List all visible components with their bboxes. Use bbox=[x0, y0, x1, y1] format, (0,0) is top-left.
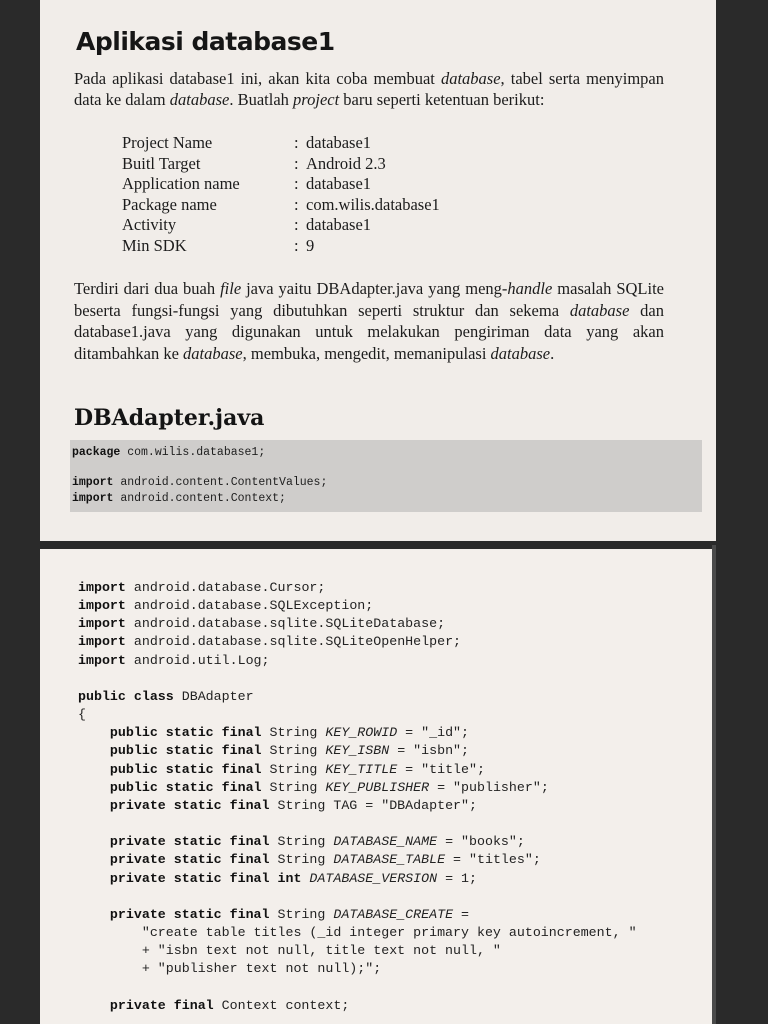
text-run bbox=[78, 798, 110, 813]
text-run: . bbox=[550, 343, 555, 363]
emphasis-text: database bbox=[490, 343, 551, 363]
text-run: = "books"; bbox=[437, 834, 525, 850]
code-keyword: public static final bbox=[109, 761, 262, 777]
setting-separator: : bbox=[294, 153, 299, 173]
text-run: = "isbn"; bbox=[389, 743, 470, 759]
text-run: = "title"; bbox=[397, 761, 485, 777]
text-run: android.database.sqlite.SQLiteDatabase; bbox=[125, 616, 446, 632]
code-line bbox=[78, 580, 325, 595]
code-keyword: import bbox=[78, 580, 126, 595]
code-keyword: import bbox=[78, 598, 126, 614]
text-run: android.content.ContentValues; bbox=[113, 476, 328, 490]
setting-separator: : bbox=[294, 174, 299, 194]
setting-row bbox=[122, 174, 542, 195]
emphasis-text: database bbox=[440, 69, 501, 88]
code-line bbox=[78, 743, 469, 758]
code-line bbox=[78, 998, 349, 1013]
code-line bbox=[78, 707, 86, 722]
emphasis-text: KEY_ISBN bbox=[325, 743, 390, 759]
text-run: String bbox=[261, 779, 326, 795]
code-listing-continued bbox=[78, 579, 637, 1015]
code-line bbox=[78, 798, 477, 813]
code-keyword: private static final bbox=[109, 834, 270, 850]
code-keyword: private final bbox=[109, 997, 214, 1013]
text-run bbox=[78, 743, 110, 758]
code-line bbox=[78, 653, 270, 668]
text-run: Context context; bbox=[213, 997, 350, 1013]
text-run: = bbox=[453, 906, 470, 922]
setting-value: com.wilis.database1 bbox=[306, 194, 440, 214]
setting-value: Android 2.3 bbox=[306, 153, 386, 173]
text-run: android.database.SQLException; bbox=[125, 598, 374, 614]
text-run: android.database.Cursor; bbox=[125, 580, 326, 595]
emphasis-text: project bbox=[293, 90, 340, 109]
setting-label: Activity bbox=[122, 215, 177, 235]
text-run: String bbox=[261, 743, 326, 759]
setting-value: database1 bbox=[306, 174, 372, 194]
setting-separator: : bbox=[294, 215, 299, 235]
emphasis-text: KEY_ROWID bbox=[325, 725, 398, 741]
code-keyword: private static final bbox=[109, 797, 270, 813]
setting-separator: : bbox=[294, 235, 299, 255]
setting-label: Application name bbox=[122, 174, 240, 194]
code-line bbox=[78, 689, 254, 704]
setting-value: database1 bbox=[306, 133, 372, 152]
text-run: String TAG = "DBAdapter"; bbox=[269, 797, 477, 813]
setting-separator: : bbox=[294, 194, 299, 214]
setting-value: 9 bbox=[306, 235, 315, 255]
text-run: + "publisher text not null);"; bbox=[78, 961, 382, 977]
code-line bbox=[78, 852, 541, 867]
code-line bbox=[72, 446, 265, 459]
code-line bbox=[78, 616, 445, 631]
code-line bbox=[72, 492, 286, 505]
setting-label: Package name bbox=[122, 194, 217, 214]
setting-row bbox=[122, 154, 542, 175]
code-line bbox=[78, 725, 469, 740]
setting-row bbox=[122, 215, 542, 236]
section-title: DBAdapter.java bbox=[74, 405, 265, 431]
code-line bbox=[78, 961, 381, 976]
text-run: = 1; bbox=[437, 870, 477, 886]
text-run: = "publisher"; bbox=[429, 779, 549, 795]
text-run: String bbox=[269, 852, 334, 868]
text-run: String bbox=[261, 761, 326, 777]
setting-label: Project Name bbox=[122, 133, 213, 152]
emphasis-text: DATABASE_NAME bbox=[333, 834, 438, 850]
text-run bbox=[78, 762, 110, 777]
text-run bbox=[78, 871, 110, 886]
code-keyword: import bbox=[78, 634, 126, 650]
text-run: dan database1.java yang digunakan untuk melakukan pengiriman data yang akan ditambahkan ke bbox=[74, 300, 665, 363]
text-run: { bbox=[78, 707, 86, 723]
book-page-top bbox=[40, 0, 716, 541]
code-keyword: public static final bbox=[109, 725, 262, 741]
emphasis-text: DATABASE_CREATE bbox=[333, 906, 454, 922]
code-line bbox=[78, 907, 469, 922]
page-edge bbox=[712, 545, 716, 1024]
text-run bbox=[78, 725, 110, 740]
text-run: com.wilis.database1; bbox=[120, 446, 266, 459]
text-run: baru seperti ketentuan berikut: bbox=[339, 90, 545, 109]
text-run: android.database.sqlite.SQLiteOpenHelper; bbox=[125, 634, 462, 650]
code-line bbox=[78, 762, 485, 777]
code-keyword: private static final bbox=[109, 906, 270, 922]
intro-paragraph bbox=[74, 68, 664, 110]
code-line bbox=[78, 598, 373, 613]
setting-label: Min SDK bbox=[122, 235, 187, 255]
code-line bbox=[78, 943, 501, 958]
text-run bbox=[78, 852, 110, 867]
text-run: = "titles"; bbox=[445, 852, 541, 868]
text-run: android.util.Log; bbox=[125, 652, 270, 668]
code-line bbox=[78, 634, 461, 649]
setting-row bbox=[122, 195, 542, 216]
text-run: + "isbn text not null, title text not null, " bbox=[78, 943, 501, 959]
text-run: = "_id"; bbox=[397, 725, 470, 741]
code-keyword: import bbox=[78, 652, 126, 668]
emphasis-text: database bbox=[169, 90, 230, 109]
text-run: , membuka, mengedit, memanipulasi bbox=[242, 343, 491, 363]
text-run: masalah SQLite beserta fungsi-fungsi yang dibutuhkan seperti struktur dan sekema bbox=[74, 279, 664, 320]
code-block bbox=[70, 440, 702, 512]
emphasis-text: file bbox=[220, 279, 242, 298]
code-line bbox=[78, 925, 637, 940]
setting-row bbox=[122, 133, 542, 154]
text-run: String bbox=[269, 834, 334, 850]
code-line bbox=[78, 834, 525, 849]
text-run: . Buatlah bbox=[229, 90, 294, 109]
emphasis-text: DATABASE_TABLE bbox=[333, 852, 446, 868]
text-run: java yaitu DBAdapter.java yang meng- bbox=[241, 279, 508, 298]
code-keyword: private static final bbox=[109, 852, 270, 868]
emphasis-text: KEY_TITLE bbox=[325, 761, 398, 777]
setting-label: Buitl Target bbox=[122, 153, 201, 173]
text-run: Terdiri dari dua buah bbox=[74, 279, 221, 298]
code-keyword: import bbox=[72, 476, 114, 490]
text-run: String bbox=[269, 906, 334, 922]
text-run: String bbox=[261, 725, 326, 741]
emphasis-text: database bbox=[183, 343, 243, 363]
code-keyword: import bbox=[78, 616, 126, 632]
text-run: Pada aplikasi database1 ini, akan kita coba membuat bbox=[74, 69, 441, 88]
text-run: android.content.Context; bbox=[113, 491, 286, 505]
description-paragraph bbox=[74, 278, 664, 364]
text-run bbox=[78, 780, 110, 795]
code-line bbox=[78, 780, 549, 795]
emphasis-text: DATABASE_VERSION bbox=[309, 870, 438, 886]
emphasis-text: KEY_PUBLISHER bbox=[325, 779, 430, 795]
text-run: DBAdapter bbox=[173, 688, 254, 704]
text-run bbox=[78, 834, 110, 849]
text-run bbox=[78, 998, 110, 1013]
emphasis-text: database bbox=[569, 300, 630, 320]
page-title: Aplikasi database1 bbox=[76, 27, 335, 56]
project-settings-list bbox=[122, 133, 542, 257]
code-keyword: import bbox=[72, 491, 114, 505]
book-page-bottom bbox=[40, 549, 712, 1024]
setting-value: database1 bbox=[306, 215, 372, 235]
setting-separator: : bbox=[294, 133, 299, 152]
text-run bbox=[78, 907, 110, 922]
code-listing bbox=[70, 440, 702, 506]
code-keyword: package bbox=[72, 446, 121, 459]
code-keyword: public static final bbox=[109, 743, 262, 759]
emphasis-text: handle bbox=[507, 279, 553, 298]
code-keyword: public static final bbox=[109, 779, 262, 795]
code-line bbox=[72, 476, 327, 489]
text-run: "create table titles (_id integer primary key autoincrement, " bbox=[78, 924, 637, 940]
text-run: , tabel serta menyimpan data ke dalam bbox=[74, 69, 664, 109]
setting-row bbox=[122, 236, 542, 257]
code-keyword: public class bbox=[78, 688, 174, 704]
code-keyword: private static final int bbox=[109, 870, 302, 886]
code-line bbox=[78, 871, 477, 886]
